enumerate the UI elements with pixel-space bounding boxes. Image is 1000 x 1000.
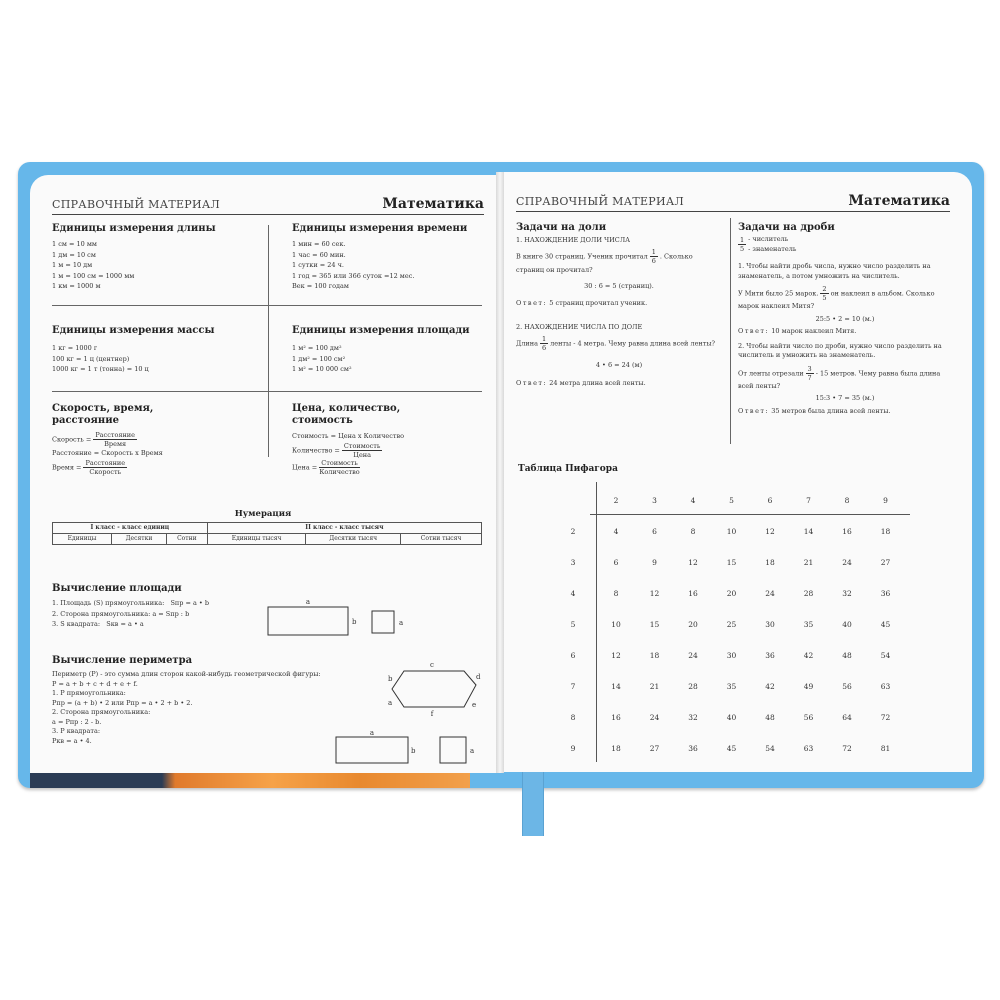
pythagoras-cell: 48 (842, 651, 852, 660)
pythagoras-cell: 42 (765, 682, 775, 691)
pythagoras-cell: 30 (765, 620, 775, 629)
time-line: Век = 100 годам (292, 282, 349, 290)
perimeter-line: Pкв = a • 4. (52, 736, 92, 745)
pythagoras-row-header: 2 (570, 527, 576, 536)
area-formula: Sпр = a • b (170, 599, 209, 607)
fraction-text: От ленты отрезали (738, 369, 804, 377)
pythagoras-cell: 27 (649, 744, 660, 753)
parts-calc-2: 4 • 6 = 24 (м) (595, 360, 643, 369)
answer-label: Ответ: (738, 327, 770, 335)
pythagoras-cell: 63 (803, 744, 814, 753)
pythagoras-cell: 81 (880, 744, 891, 753)
pythagoras-cell: 25 (726, 620, 737, 629)
parts-calc-1: 30 : 6 = 5 (страниц). (584, 282, 654, 290)
parts-text: Длина (516, 339, 538, 347)
mass-line: 100 кг = 1 ц (центнер) (52, 354, 130, 363)
pythagoras-title: Таблица Пифагора (518, 464, 618, 474)
pythagoras-cell: 12 (688, 558, 698, 567)
frac-num: 1 (740, 236, 745, 244)
pythagoras-cell: 18 (765, 558, 775, 567)
left-page-header (52, 195, 484, 215)
pythagoras-cell: 16 (688, 589, 698, 598)
numeration-title: Нумерация (234, 509, 292, 519)
grid-divider-1 (52, 305, 482, 306)
pythagoras-cell: 28 (688, 682, 698, 691)
time-line: 1 сутки = 24 ч. (292, 261, 344, 269)
column-divider (730, 218, 731, 444)
pythagoras-row-header: 5 (570, 620, 576, 629)
pythagoras-cell: 40 (842, 620, 852, 629)
pythagoras-cell: 18 (611, 744, 621, 753)
numeration-table (52, 522, 482, 545)
length-units-title: Единицы измерения длины (52, 223, 216, 234)
numeration-cell: Сотни тысяч (401, 534, 482, 545)
frac-den: 6 (541, 343, 547, 352)
pythagoras-cell: 36 (688, 744, 698, 753)
parts-answer-1: 5 страниц прочитал ученик. (549, 298, 648, 307)
answer-label: Ответ: (516, 298, 548, 307)
pythagoras-cell: 14 (611, 682, 621, 691)
fraction-rule-1: 1. Чтобы найти дробь числа, нужно число разделить на знаменатель, а потом умножить на числитель. (738, 262, 931, 280)
area-diagram (260, 593, 480, 643)
perimeter-line: a = Pпр : 2 - b. (52, 717, 102, 726)
subject-title: Математика (848, 193, 950, 209)
time-formula-label: Время = (52, 463, 82, 471)
pythagoras-cell: 18 (880, 527, 891, 536)
pythagoras-cell: 6 (652, 527, 657, 536)
frac-den: 6 (651, 256, 656, 265)
area-line: 1 м² = 100 дм² (292, 344, 342, 352)
subject-title: Математика (382, 196, 484, 212)
time-line: 1 час = 60 мин. (292, 250, 346, 259)
fraction-rule-2: 2. Чтобы найти число по дроби, нужно число разделить на числитель и умножить на знаменатель. (738, 341, 942, 359)
parts-block (516, 222, 722, 389)
price-title: Цена, количество, стоимость (292, 403, 401, 426)
pythagoras-cell: 40 (726, 713, 737, 722)
area-line: 1 м² = 10 000 см² (292, 365, 352, 373)
pythagoras-cell: 49 (803, 682, 814, 691)
pythagoras-header-cell: 3 (652, 496, 657, 505)
time-numerator: Расстояние (85, 458, 126, 467)
frac-num: 2 (822, 285, 827, 293)
time-units-title: Единицы измерения времени (292, 223, 468, 234)
pythagoras-cell: 72 (842, 744, 852, 753)
speed-denominator: Время (104, 440, 127, 448)
pythagoras-cell: 54 (765, 744, 775, 753)
pythagoras-cell: 9 (652, 558, 657, 567)
pythagoras-header-cell: 9 (883, 496, 888, 505)
pythagoras-row-header: 8 (570, 713, 576, 722)
length-units-block (52, 223, 262, 292)
left-page (30, 175, 496, 773)
pythagoras-cell: 6 (613, 558, 619, 567)
distance-formula: Расстояние = Скорость х Время (52, 449, 163, 457)
pythagoras-cell: 8 (690, 527, 696, 536)
area-calc-line: 2. Сторона прямоугольника: (52, 609, 151, 618)
perimeter-rect-b-label: b (411, 747, 416, 755)
fraction-text: - 15 метров. Чему равна была длина всей ленты? (738, 369, 941, 390)
pythagoras-cell: 35 (726, 682, 737, 691)
parts-text: В книге 30 страниц. Ученик прочитал (516, 252, 648, 260)
mass-line: 1 кг = 1000 г (52, 344, 98, 352)
section-label: СПРАВОЧНЫЙ МАТЕРИАЛ (516, 195, 685, 208)
cost-formula: Стоимость = Цена х Количество (292, 432, 405, 440)
pythagoras-table (554, 482, 914, 772)
pythagoras-cell: 8 (613, 589, 619, 598)
speed-numerator: Расстояние (95, 431, 135, 439)
perimeter-line: Периметр (P) - это сумма длин сторон какой-нибудь геометрической фигуры: (52, 670, 321, 678)
price-numerator: Стоимость (321, 458, 358, 467)
fraction-calc-1: 25:5 • 2 = 10 (м.) (815, 314, 875, 323)
pythagoras-cell: 56 (842, 682, 852, 691)
denominator-label: - знаменатель (748, 244, 797, 253)
pythagoras-cell: 28 (803, 589, 814, 598)
pythagoras-cell: 36 (765, 651, 775, 660)
time-line: 1 год = 365 или 366 суток =12 мес. (292, 271, 415, 280)
pythagoras-cell: 10 (726, 527, 737, 536)
pythagoras-cell: 24 (842, 558, 852, 567)
parts-answer-2: 24 метра длина всей ленты. (549, 379, 646, 387)
frac-den: 7 (807, 373, 812, 382)
length-line: 1 м = 100 см = 1000 мм (52, 271, 135, 280)
frac-den: 5 (822, 294, 827, 302)
pythagoras-cell: 12 (765, 527, 775, 536)
pythagoras-cell: 20 (726, 589, 737, 598)
pythagoras-vertical-rule (596, 482, 597, 762)
numeration-cell: Десятки тысяч (306, 534, 401, 545)
pythagoras-cell: 15 (649, 620, 660, 629)
perimeter-title: Вычисление периметра (52, 655, 193, 666)
fraction-calc-2: 15:3 • 7 = 35 (м.) (815, 394, 875, 402)
pythagoras-cell: 16 (842, 527, 852, 536)
pythagoras-row-header: 7 (570, 682, 576, 691)
right-page (504, 172, 972, 772)
pythagoras-cell: 42 (803, 651, 814, 660)
price-formula-label: Цена = (292, 463, 318, 471)
mass-line: 1000 кг = 1 т (тонна) = 10 ц (52, 365, 149, 373)
length-line: 1 м = 10 дм (52, 261, 93, 269)
perimeter-rect-a-label: a (369, 729, 375, 737)
pythagoras-cell: 32 (688, 713, 698, 722)
price-denominator: Количество (319, 467, 360, 476)
pythagoras-header-cell: 5 (729, 496, 734, 505)
quantity-formula-label: Количество = (292, 446, 340, 454)
frac-num: 1 (541, 334, 547, 343)
pythagoras-cell: 24 (765, 589, 775, 598)
area-line: 1 дм² = 100 см² (292, 354, 346, 363)
hex-label: a (388, 699, 393, 707)
fraction-answer-2: 35 метров была длина всей ленты. (771, 406, 891, 415)
ribbon-bookmark[interactable] (522, 770, 544, 836)
pythagoras-cell: 45 (880, 620, 891, 629)
pythagoras-cell: 35 (803, 620, 814, 629)
square-area-formula: Sкв = a • a (106, 620, 144, 628)
pythagoras-cell: 24 (688, 651, 698, 660)
right-page-header (516, 192, 950, 212)
perimeter-line: 1. P прямоугольника: (52, 689, 126, 697)
parts-title: Задачи на доли (516, 222, 607, 233)
parts-text: . Сколько страниц он прочитал? (516, 252, 693, 274)
pythagoras-header-cell: 6 (767, 496, 773, 505)
pythagoras-row-header: 4 (570, 589, 576, 598)
grid-divider-2 (52, 391, 482, 392)
fractions-title: Задачи на дроби (738, 222, 835, 233)
rect-side-a-label: a (305, 598, 311, 606)
pythagoras-cell: 45 (726, 744, 737, 753)
class-thousands-header: II класс - класс тысяч (207, 523, 481, 534)
pythagoras-cell: 18 (649, 651, 660, 660)
fraction-answer-1: 10 марок наклеил Митя. (771, 327, 857, 335)
numerator-label: - числитель (748, 235, 789, 243)
length-line: 1 км = 1000 м (52, 282, 101, 290)
pythagoras-row-header: 9 (570, 744, 576, 753)
mass-units-title: Единицы измерения массы (52, 325, 215, 336)
pythagoras-cell: 32 (842, 589, 852, 598)
length-line: 1 дм = 10 см (52, 250, 96, 259)
area-units-block (292, 325, 492, 375)
pythagoras-header-cell: 8 (844, 496, 850, 505)
pythagoras-header-cell: 2 (613, 496, 619, 505)
hex-label: f (430, 710, 434, 717)
perimeter-block (52, 655, 352, 746)
pythagoras-cell: 20 (688, 620, 698, 629)
price-block (292, 403, 492, 476)
pythagoras-horizontal-rule (590, 514, 910, 515)
perimeter-line: Pпр = (a + b) • 2 или Pпр = a • 2 + b • 2. (52, 698, 193, 707)
area-calc-line: 3. S квадрата: (52, 620, 101, 628)
grid-divider-vertical (268, 225, 269, 457)
area-calc-title: Вычисление площади (52, 583, 182, 594)
pythagoras-cell: 30 (726, 651, 737, 660)
speed-title: Скорость, время, расстояние (52, 403, 154, 426)
fractions-block (738, 222, 952, 416)
hex-label: b (388, 675, 393, 683)
pythagoras-cell: 48 (765, 713, 775, 722)
time-denominator: Скорость (89, 467, 122, 476)
hex-label: e (472, 701, 477, 709)
time-line: 1 мин = 60 сек. (292, 240, 346, 248)
pythagoras-cell: 12 (611, 651, 621, 660)
perimeter-square-label: a (470, 747, 475, 755)
side-formula: a = Sпр : b (152, 609, 190, 618)
quantity-numerator: Стоимость (343, 441, 381, 450)
hexagon-diagram (380, 657, 490, 717)
pythagoras-header-cell: 4 (690, 496, 696, 505)
square-side-label: a (399, 619, 404, 627)
class-units-header: I класс - класс единиц (53, 523, 208, 534)
pythagoras-cell: 4 (613, 527, 619, 536)
pythagoras-cell: 12 (649, 589, 660, 598)
answer-label: Ответ: (738, 406, 770, 415)
parts-subtitle-2: 2. НАХОЖДЕНИЕ ЧИСЛА ПО ДОЛЕ (516, 323, 643, 331)
pythagoras-header-cell: 7 (806, 496, 811, 505)
pythagoras-cell: 27 (880, 558, 891, 567)
numeration-cell: Десятки (112, 534, 167, 545)
pythagoras-cell: 21 (803, 558, 814, 567)
pythagoras-cell: 15 (726, 558, 737, 567)
book-gutter (496, 172, 504, 773)
fraction-text: У Мити было 25 марок. (738, 289, 819, 298)
frac-num: 3 (807, 364, 812, 373)
area-calc-line: 1. Площадь (S) прямоугольника: (52, 599, 165, 607)
speed-block (52, 403, 262, 476)
speed-formula-label: Скорость = (52, 435, 92, 444)
answer-label: Ответ: (516, 379, 548, 387)
pythagoras-cell: 63 (880, 682, 891, 691)
fraction-text: он наклеил в альбом. Сколько марок наклеил Митя? (738, 289, 935, 310)
area-units-title: Единицы измерения площади (292, 325, 470, 336)
parts-text: ленты - 4 метра. Чему равна длина всей ленты? (550, 339, 716, 347)
numeration-cell: Сотни (166, 534, 207, 545)
section-label: СПРАВОЧНЫЙ МАТЕРИАЛ (52, 198, 221, 211)
perimeter-rect-diagram (330, 727, 490, 771)
hex-label: c (430, 661, 434, 669)
numeration-cell: Единицы тысяч (207, 534, 306, 545)
length-line: 1 см = 10 мм (52, 240, 97, 248)
parts-subtitle-1: 1. НАХОЖДЕНИЕ ДОЛИ ЧИСЛА (516, 236, 631, 244)
pythagoras-cell: 36 (880, 589, 891, 598)
pythagoras-cell: 14 (803, 527, 814, 536)
quantity-denominator: Цена (353, 450, 372, 459)
pythagoras-cell: 72 (880, 713, 891, 722)
pythagoras-cell: 10 (611, 620, 621, 629)
pythagoras-row-header: 3 (570, 558, 576, 567)
area-calc-block (52, 583, 292, 630)
hex-label: d (476, 673, 481, 681)
pythagoras-cell: 16 (611, 713, 621, 722)
pythagoras-cell: 56 (803, 713, 814, 722)
perimeter-line: 3. P квадрата: (52, 727, 101, 735)
pythagoras-row-header: 6 (570, 651, 576, 660)
frac-den: 5 (740, 245, 745, 253)
perimeter-line: 2. Сторона прямоугольника: (52, 708, 151, 716)
pythagoras-cell: 54 (880, 651, 891, 660)
pythagoras-cell: 64 (842, 713, 852, 722)
perimeter-line: P = a + b + c + d + e + f. (52, 679, 138, 688)
numeration-cell: Единицы (53, 534, 112, 545)
frac-num: 1 (651, 247, 656, 256)
pythagoras-cell: 21 (649, 682, 660, 691)
rect-side-b-label: b (352, 618, 357, 626)
time-units-block (292, 223, 492, 292)
pythagoras-cell: 24 (649, 713, 660, 722)
mass-units-block (52, 325, 262, 375)
